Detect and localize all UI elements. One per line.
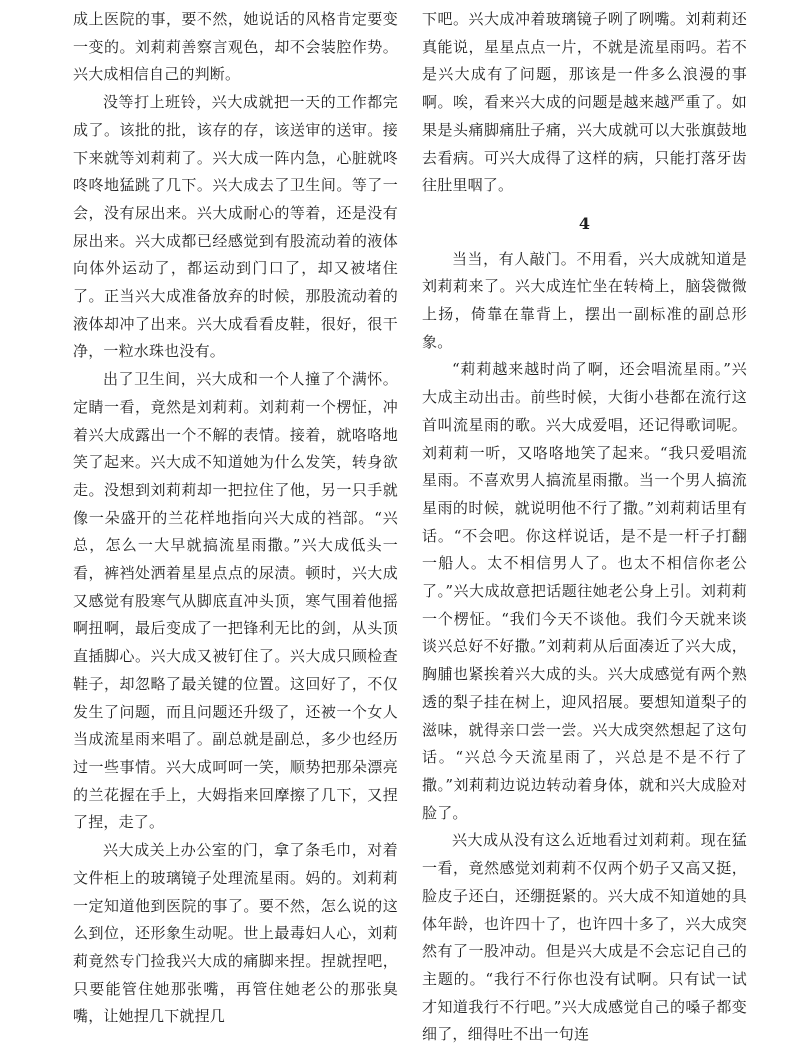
- paragraph: 出了卫生间，兴大成和一个人撞了个满怀。定睛一看，竟然是刘莉莉。刘莉莉一个楞怔，冲着兴大成露出一个不解的表情。接着，就咯咯地笑了起来。兴大成不知道她为什么发笑，转身欲走。没想到刘莉莉却一把拉住了他，另一只手就像一朵盛开的兰花样地指向兴大成的裆部。“兴总，怎么一大早就搞流星雨撒。”兴大成低头一看，裤裆处洒着星星点点的尿渍。顿时，兴大成又感觉有股寒气从脚底直冲头顶，寒气围着他摇啊扭啊，最后变成了一把锋利无比的剑，从头顶直插脚心。兴大成又被钉住了。兴大成只顾检查鞋子，却忽略了最关键的位置。这回好了，不仅发生了问题，而且问题还升级了，还被一个女人当成流星雨来唱了。副总就是副总，多少也经历过一些事情。兴大成呵呵一笑，顺势把那朵漂亮的兰花握在手上，大姆指来回摩擦了几下，又捏了捏，走了。: [73, 370, 398, 832]
- paragraph: 兴大成关上办公室的门，拿了条毛巾，对着文件柜上的玻璃镜子处理流星雨。妈的。刘莉莉一定知道他到医院的事了。要不然，怎么说的这么到位，还形象生动呢。世上最毒妇人心，刘莉莉竟然专门捡我兴大成的痛脚来捏。捏就捏吧，只要能管住她那张嘴，再管住她老公的那张臭嘴，让她捏几下就捏几: [73, 841, 398, 1026]
- paragraph: 下吧。兴大成冲着玻璃镜子咧了咧嘴。刘莉莉还真能说，星星点点一片，不就是流星雨吗。若不是兴大成有了问题，那该是一件多么浪漫的事啊。唉，看来兴大成的问题是越来越严重了。如果是头痛脚痛肚子痛，兴大成就可以大张旗鼓地去看病。可兴大成得了这样的病，只能打落牙齿往肚里咽了。: [422, 10, 747, 195]
- right-column: [422, 6, 747, 1049]
- paragraph: “莉莉越来越时尚了啊，还会唱流星雨。”兴大成主动出击。前些时候，大街小巷都在流行这首叫流星雨的歌。兴大成爱唱，还记得歌词呢。刘莉莉一听，又咯咯地笑了起来。“我只爱唱流星雨。不喜欢男人搞流星雨撒。当一个男人搞流星雨的时候，就说明他不行了撒。”刘莉莉话里有话。“不会吧。你这样说话，是不是一杆子打翻一船人。太不相信男人了。也太不相信你老公了。”兴大成故意把话题往她老公身上引。刘莉莉一个楞怔。“我们今天不谈他。我们今天就来谈谈兴总好不好撒。”刘莉莉从后面凑近了兴大成，胸脯也紧挨着兴大成的头。兴大成感觉有两个熟透的梨子挂在树上，迎风招展。要想知道梨子的滋味，就得亲口尝一尝。兴大成突然想起了这句话。“兴总今天流星雨了，兴总是不是不行了撒。”刘莉莉边说边转动着身体，就和兴大成脸对脸了。: [422, 360, 747, 822]
- left-column: [73, 6, 398, 1031]
- paragraph: 成上医院的事，要不然，她说话的风格肯定要变一变的。刘莉莉善察言观色，却不会装腔作势。兴大成相信自己的判断。: [73, 10, 398, 84]
- paragraph: 当当，有人敲门。不用看，兴大成就知道是刘莉莉来了。兴大成连忙坐在转椅上，脑袋微微上扬，倚靠在靠背上，摆出一副标准的副总形象。: [422, 249, 747, 351]
- paragraph: 兴大成从没有这么近地看过刘莉莉。现在猛一看，竟然感觉刘莉莉不仅两个奶子又高又挺，脸皮子还白，还绷挺紧的。兴大成不知道她的具体年龄，也许四十了，也许四十多了，兴大成突然有了一股冲动。但是兴大成是不会忘记自己的主题的。“我行不行你也没有试啊。只有试一试才知道我行不行吧。”兴大成感觉自己的嗓子都变细了，细得吐不出一句连: [422, 831, 747, 1044]
- section-number: 4: [578, 213, 591, 233]
- paragraph: 没等打上班铃，兴大成就把一天的工作都完成了。该批的批，该存的存，该送审的送审。接下来就等刘莉莉了。兴大成一阵内急，心脏就咚咚咚地猛跳了几下。兴大成去了卫生间。等了一会，没有尿出来。兴大成耐心的等着，还是没有尿出来。兴大成都已经感觉到有股流动着的液体向体外运动了，都运动到门口了，却又被堵住了。正当兴大成准备放弃的时候，那股流动着的液体却冲了出来。兴大成看看皮鞋，很好，很干净，一粒水珠也没有。: [73, 93, 398, 361]
